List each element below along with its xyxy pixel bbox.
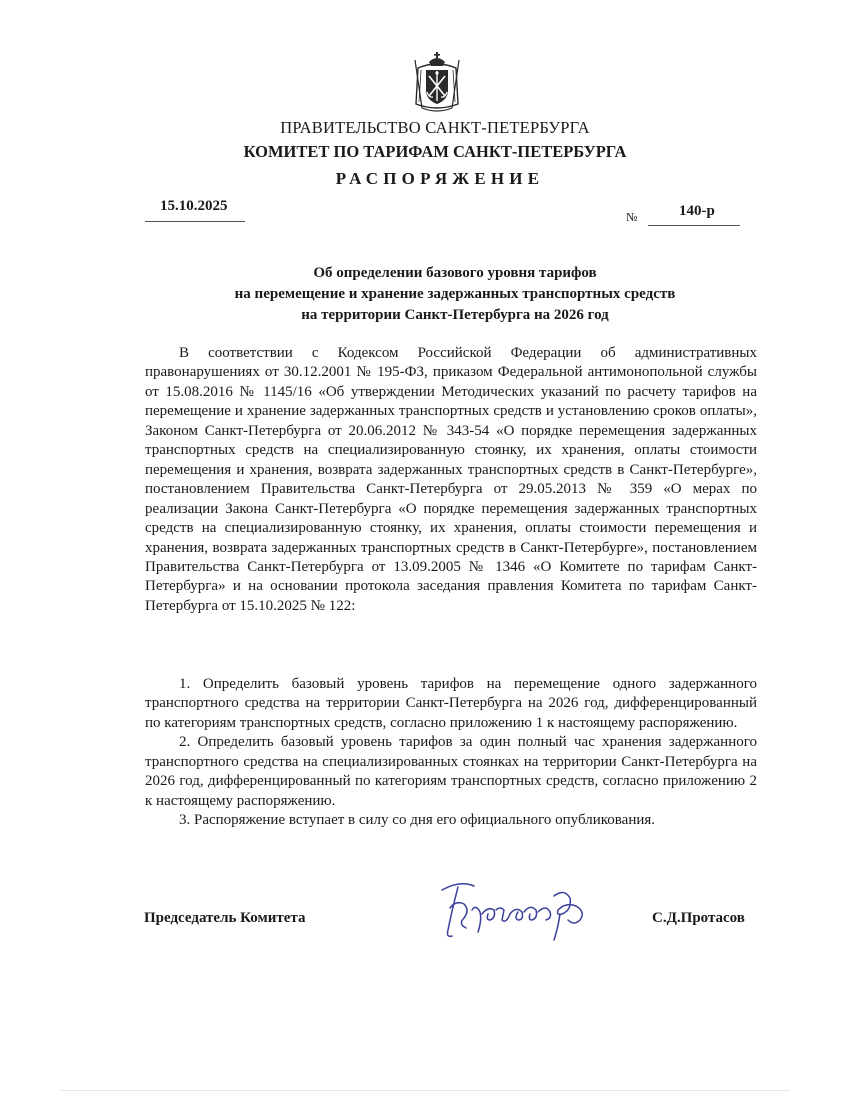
order-item: 2. Определить базовый уровень тарифов за один полный час хранения задержанного транспортного средства на специализированных стоянках на территории Санкт-Петербурга на 2026 год, дифференцированный по категориям транспортных средств, согласно приложению 2 к настоящему распоряжению. [145,734,757,809]
order-item: 1. Определить базовый уровень тарифов на перемещение одного задержанного транспортного средства на территории Санкт-Петербурга на 2026 год, дифференцированный по категориям транспортных средств, согласно приложению 1 к настоящему распоряжению. [145,676,757,731]
committee-name: КОМИТЕТ ПО ТАРИФАМ САНКТ-ПЕТЕРБУРГА [243,142,627,161]
title-line: на территории Санкт-Петербурга на 2026 год [301,307,609,323]
document-date: 15.10.2025 [160,198,228,214]
document-type: РАСПОРЯЖЕНИЕ [335,169,545,188]
page-edge-line [60,1090,790,1091]
date-underline [145,221,245,222]
order-items [145,675,757,831]
document-title [150,263,760,326]
government-name: ПРАВИТЕЛЬСТВО САНКТ-ПЕТЕРБУРГА [280,118,590,137]
preamble-text: В соответствии с Кодексом Российской Федерации об административных правонарушениях от 30.12.2001 № 195-ФЗ, приказом Федеральной антимонопольной службы от 15.08.2016 № 1145/16 «Об утверждении Методических указаний по расчету тарифов на перемещение и хранение задержанных транспортных средств и установлению сроков оплаты», Законом Санкт-Петербурга от 20.06.2012 № 343-54 «О порядке перемещения задержанных транспортных средств на специализированную стоянку, их хранения, оплаты стоимости перемещения и хранения, возврата задержанных транспортных средств в Санкт-Петербурге», постановлением Правительства Санкт-Петербурга от 29.05.2013 № 359 «О мерах по реализации Закона Санкт-Петербурга «О порядке перемещения задержанных транспортных средств на специализированную стоянку, их хранения, оплаты стоимости перемещения и хранения, возврата задержанных транспортных средств в Санкт-Петербурге», постановлением Правительства Санкт-Петербурга от 13.09.2005 № 1346 «О Комитете по тарифам Санкт-Петербурга» и на основании протокола заседания правления Комитета по тарифам Санкт-Петербурга от 15.10.2025 № 122: [145,345,757,614]
signer-title: Председатель Комитета [144,910,306,926]
document-number: 140-р [679,203,715,219]
preamble [145,344,757,616]
title-line: на перемещение и хранение задержанных транспортных средств [234,286,676,302]
coat-of-arms-icon [412,52,462,114]
order-item: 3. Распоряжение вступает в силу со дня его официального опубликования. [179,812,656,829]
number-sign: № [626,210,638,224]
title-line: Об определении базового уровня тарифов [313,265,597,281]
number-underline [648,225,740,226]
handwritten-signature [430,870,620,950]
signer-name: С.Д.Протасов [652,910,745,926]
